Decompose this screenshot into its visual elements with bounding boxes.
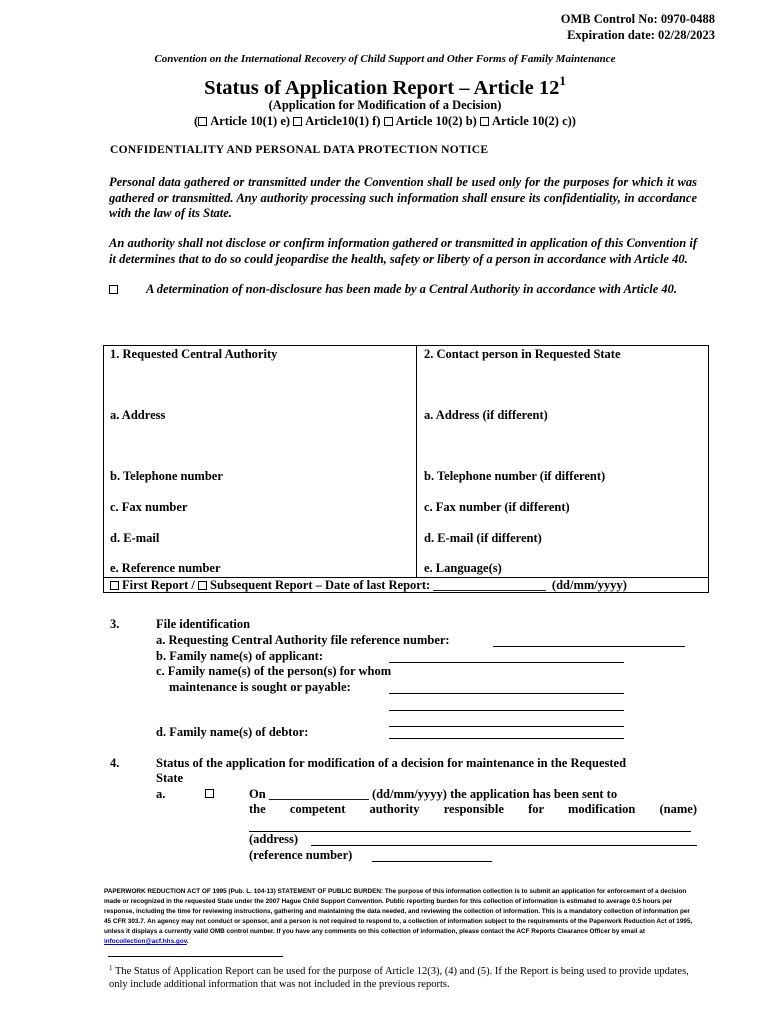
sent-date-line: [249, 787, 697, 803]
convention-title: Convention on the International Recovery of Child Support and Other Forms of Family Maintenance: [154, 53, 616, 65]
article-10-1-f-label: Article10(1) f): [305, 114, 381, 128]
contact-person-heading: 2. Contact person in Requested State: [424, 347, 621, 361]
contact-language-label: e. Language(s): [424, 561, 502, 575]
debtor-name-label: d. Family name(s) of debtor:: [156, 725, 309, 739]
article-10-1-f-checkbox[interactable]: [293, 117, 302, 126]
paperwork-end: .: [186, 938, 189, 945]
authority-fax-label: c. Fax number: [110, 500, 188, 514]
applicant-name-field[interactable]: [389, 651, 624, 663]
address-label: (address): [249, 832, 299, 846]
subsequent-report-checkbox[interactable]: [198, 581, 207, 590]
contact-fax-label: c. Fax number (if different): [424, 500, 570, 514]
article-10-2-c-label: Article 10(2) c)): [491, 114, 576, 128]
section-4-number: 4.: [110, 756, 120, 770]
authority-email-label: d. E-mail: [110, 531, 160, 545]
date-format-hint: (dd/mm/yyyy): [551, 578, 627, 592]
requested-central-authority-heading: 1. Requested Central Authority: [110, 347, 278, 361]
expiration-date: Expiration date: 02/28/2023: [567, 28, 715, 42]
notice-paragraph-1: Personal data gathered or transmitted under the Convention shall be used only for the purposes for which it was gathered or transmitted. Any authority processing such information shall ensure its confidentiality, in accordance with the law of its State.: [109, 175, 697, 220]
authority-name-field[interactable]: [249, 820, 691, 832]
article-10-1-e-label: Article 10(1) e): [210, 114, 291, 128]
non-disclosure-checkbox[interactable]: [109, 285, 118, 294]
article-10-2-c-checkbox[interactable]: [480, 117, 489, 126]
reference-number-field[interactable]: [372, 850, 492, 862]
omb-control-number: OMB Control No: 0970-0488: [560, 12, 715, 26]
section-4-title-line-2: State: [156, 771, 184, 785]
authority-address-label: a. Address: [110, 408, 166, 422]
footnote-divider: [108, 956, 283, 957]
paperwork-text: PAPERWORK REDUCTION ACT OF 1995 (Pub. L. 104-13) STATEMENT OF PUBLIC BURDEN: The purpose of this information collection is to submit an application for enforcement of a decision made or recognized in the requested State under the 2007 Hague Child Support Convention. Public reporting burden for this collection of information is estimated to average 0.5 hours per response, including the time for reviewing instructions, gathering and maintaining the data needed, and reviewing the collection of information. This is a mandatory collection of information per 45 CFR 303.7. An agency may not conduct or sponsor, and a person is not required to respond to, a collection of information subject to the requirements of the Paperwork Reduction Act of 1995, unless it displays a currently valid OMB control number. If you have any comments on this collection of information, please contact the ACF Reports Clearance Officer by email at: [104, 888, 693, 935]
subsequent-report-label: Subsequent Report – Date of last Report:: [210, 578, 431, 592]
last-report-date-blank[interactable]: __________________: [433, 578, 546, 592]
report-type-row: [110, 578, 627, 593]
contact-telephone-label: b. Telephone number (if different): [424, 469, 606, 483]
footnote-text: The Status of Application Report can be used for the purpose of Article 12(3), (4) and (5). If the Report is being used to provide updates, only include additional information that was not included in the previous reports.: [109, 966, 689, 990]
authority-telephone-label: b. Telephone number: [110, 469, 223, 483]
footnote: [109, 962, 699, 991]
section-3-title: File identification: [156, 617, 251, 631]
authority-reference-label: e. Reference number: [110, 561, 221, 575]
title-footnote-ref: 1: [559, 73, 566, 88]
article-10-2-b-label: Article 10(2) b): [395, 114, 477, 128]
table-divider-vertical: [416, 345, 417, 577]
competent-authority-label: the competent authority responsible for modification (name): [249, 802, 697, 816]
article-open-paren: (: [194, 114, 199, 128]
page-title: [0, 73, 770, 100]
address-field[interactable]: [311, 834, 697, 846]
infocollection-email-link[interactable]: infocollection@acf.hhs.gov: [104, 938, 187, 945]
article-options: [0, 114, 770, 129]
non-disclosure-line: [109, 282, 697, 298]
file-reference-field[interactable]: [493, 635, 685, 647]
section-3-number: 3.: [110, 617, 120, 631]
debtor-name-field[interactable]: [389, 727, 624, 739]
maintenance-person-field-2[interactable]: [389, 699, 624, 711]
file-reference-label: a. Requesting Central Authority file reference number:: [156, 633, 450, 647]
maintenance-person-field-1[interactable]: [389, 682, 624, 694]
on-label: On: [249, 787, 266, 801]
page-subtitle: (Application for Modification of a Decision): [268, 98, 502, 112]
first-report-checkbox[interactable]: [110, 581, 119, 590]
article-10-2-b-checkbox[interactable]: [384, 117, 393, 126]
notice-paragraph-2: An authority shall not disclose or confirm information gathered or transmitted in application of this Convention if it determines that to do so could jeopardise the health, safety or liberty of a person in accordance with Article 40.: [109, 236, 697, 266]
maintenance-person-label-1: c. Family name(s) of the person(s) for whom: [156, 664, 392, 678]
article-10-1-e-checkbox[interactable]: [198, 117, 207, 126]
contact-email-label: d. E-mail (if different): [424, 531, 542, 545]
maintenance-person-label-2: maintenance is sought or payable:: [169, 680, 351, 694]
option-a-label: a.: [156, 787, 166, 801]
contact-address-label: a. Address (if different): [424, 408, 548, 422]
option-a-checkbox[interactable]: [205, 789, 214, 798]
applicant-name-label: b. Family name(s) of applicant:: [156, 649, 324, 663]
paperwork-reduction-statement: [104, 887, 698, 947]
page-title-text: Status of Application Report – Article 12: [204, 77, 560, 99]
maintenance-person-field-3[interactable]: [389, 715, 624, 727]
first-report-label: First Report /: [122, 578, 195, 592]
reference-number-label: (reference number): [249, 848, 353, 862]
section-4-title-line-1: Status of the application for modification of a decision for maintenance in the Requested: [156, 756, 627, 770]
sent-date-field[interactable]: ________________: [268, 787, 369, 801]
sent-date-text: (dd/mm/yyyy) the application has been sent to: [371, 787, 618, 801]
footnote-ref: 1: [109, 964, 113, 972]
notice-heading: CONFIDENTIALITY AND PERSONAL DATA PROTECTION NOTICE: [110, 144, 489, 156]
non-disclosure-text: A determination of non-disclosure has been made by a Central Authority in accordance with Article 40.: [146, 282, 678, 296]
